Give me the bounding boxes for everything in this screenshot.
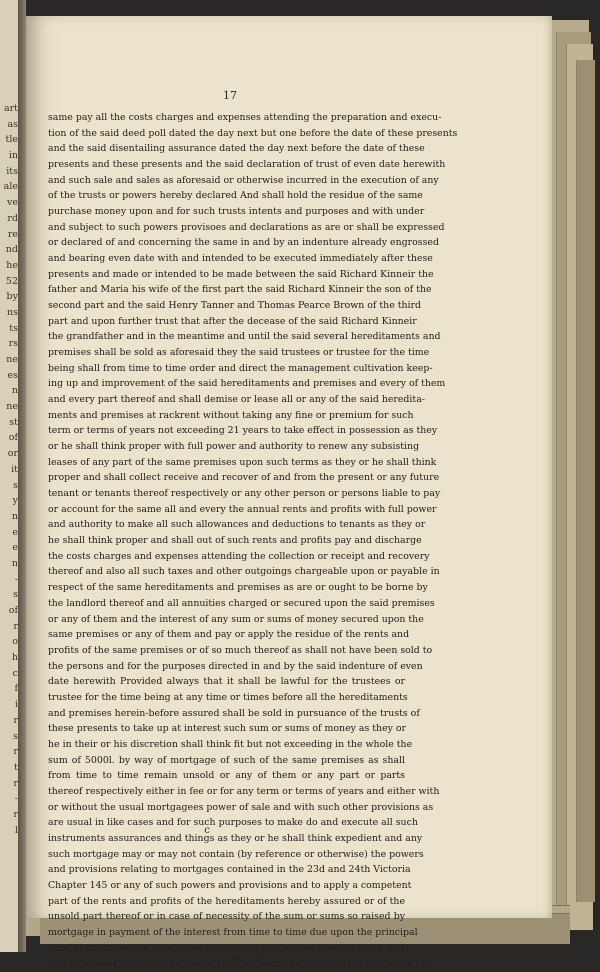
text-line: the landlord thereof and all annuities charged or secured upon the said premises — [48, 597, 435, 609]
facing-page-fragment: e — [12, 542, 18, 554]
facing-page-fragment: s — [13, 730, 18, 742]
facing-page-fragment: h — [11, 652, 18, 664]
text-line: the costs charges and expenses attending the collection or receipt and recovery — [48, 550, 430, 562]
text-line: being shall from time to time order and direct the management cultivation keep- — [48, 362, 433, 374]
text-line: or account for the same all and every the annual rents and profits with full power — [48, 503, 437, 515]
facing-page-fragment: ts — [9, 322, 18, 334]
text-line: mortgage in payment of the interest from time to time due upon the principal — [48, 926, 418, 938]
facing-page-fragment: ale — [3, 181, 18, 193]
facing-page-fragment: in — [8, 150, 18, 162]
facing-page-fragment: - — [14, 573, 18, 585]
text-line: and provisions relating to mortgages contained in the 23d and 24th Victoria — [48, 864, 411, 876]
text-line: premises shall be sold as aforesaid they the said trustees or trustee for the time — [48, 347, 430, 359]
text-line: part of the rents and profits of the hereditaments hereby assured or of the — [48, 895, 405, 907]
facing-page-fragment: r — [13, 620, 18, 632]
text-line: same premises or any of them and pay or apply the residue of the rents and — [48, 629, 410, 641]
facing-page-fragment: o — [12, 636, 18, 648]
facing-page-fragment: l — [14, 824, 18, 836]
text-line: purchase money upon and for such trusts intents and purposes and with under — [48, 206, 425, 218]
facing-page-fragment: n — [11, 385, 18, 397]
facing-page-fragment: rs — [8, 338, 18, 350]
facing-page-fragment: ve — [7, 197, 18, 209]
facing-page-fragment: f — [14, 683, 18, 695]
facing-page-fragment: s — [13, 479, 18, 491]
facing-page-fragment: r — [13, 746, 18, 758]
book-gutter — [18, 0, 26, 952]
text-line: or without the usual mortgagees power of sale and with such other provisions as — [48, 801, 434, 813]
text-line: Chapter 145 or any of such powers and provisions and to apply a competent — [48, 879, 412, 891]
facing-page-fragment: art — [3, 103, 18, 114]
facing-page-fragment: r — [13, 777, 18, 789]
facing-page-fragment: nd — [5, 244, 18, 256]
text-line: thereof respectively either in fee or for any term or terms of years and either with — [48, 785, 440, 797]
text-line: part and upon further trust that after the decease of the said Richard Kinneir — [48, 315, 417, 327]
text-line: and premises herein-before assured shall be sold in pursuance of the trusts of — [48, 707, 420, 719]
facing-page-fragment: - — [14, 793, 18, 805]
text-line: he shall think proper and shall out of such rents and profits pay and discharge — [48, 535, 422, 547]
text-line: and authority to make all such allowances and deductions to tenants as they or — [48, 519, 426, 531]
text-line: respect of the same hereditaments and premises as are or ought to be borne by — [48, 582, 428, 594]
facing-page-fragment: r — [13, 808, 18, 820]
text-line: or declared of and concerning the same in and by an indenture already engrossed — [48, 237, 439, 249]
facing-page-fragment: rd — [7, 212, 18, 224]
text-line: term or terms of years not exceeding 21 years to take effect in possession as they — [48, 425, 438, 437]
document-page — [26, 16, 552, 970]
facing-page-fragment: 52 — [5, 275, 18, 287]
text-line: sum of 5000l. by way of mortgage of such of the same premises as shall — [48, 754, 405, 766]
facing-page-fragment: its — [6, 165, 18, 177]
facing-page-fragment: ne — [6, 401, 18, 413]
text-line: such mortgage may or may not contain (by reference or otherwise) the powers — [48, 848, 424, 860]
facing-page-fragment: s — [13, 589, 18, 601]
page-number: 17 — [223, 89, 237, 102]
text-line: thereof and also all such taxes and other outgoings chargeable upon or payable in — [48, 566, 440, 578]
page-stack-edge — [576, 60, 595, 902]
facing-page-fragment: re — [7, 228, 18, 240]
text-line: from time to time remain unsold or any of them or any part or parts — [48, 770, 405, 782]
text-line: ing up and improvement of the said hereditaments and premises and every of them — [48, 378, 446, 390]
text-line: trustee for the time being at any time or times before all the hereditaments — [48, 691, 408, 703]
text-line: hereby agreed and declared that it shall be lawful for the trustees or trustee for — [48, 958, 430, 970]
facing-page-fragment: n — [11, 557, 18, 569]
facing-page-fragment: he — [6, 259, 18, 271]
text-line: unsold part thereof or in case of necessity of the sum or sums so raised by — [48, 911, 405, 923]
facing-page-fragment: y — [12, 495, 18, 507]
text-line: second part and the said Henry Tanner and Thomas Pearce Brown of the third — [48, 300, 422, 312]
facing-page-margin — [0, 0, 18, 952]
text-line: and every part thereof and shall demise or lease all or any of the said heredita- — [48, 394, 425, 406]
text-line: and subject to such powers provisoes and declarations as are or shall be expressed — [48, 221, 445, 233]
facing-page-fragment: es — [7, 369, 18, 381]
facing-page-fragment: n — [11, 510, 18, 522]
facing-page-fragment: t — [14, 761, 18, 773]
text-line: debt or debts for the time being charged upon the said premises And it is — [48, 942, 405, 954]
facing-page-fragment: e — [12, 526, 18, 538]
text-line: date herewith Provided always that it shall be lawful for the trustees or — [48, 676, 405, 688]
text-line: profits of the same premises or of so much thereof as shall not have been sold to — [48, 644, 433, 656]
text-line: presents and these presents and the said declaration of trust of even date herewith — [48, 159, 446, 171]
text-line: he in their or his discretion shall think fit but not exceeding in the whole the — [48, 738, 413, 750]
facing-page-fragment: c — [12, 667, 18, 679]
text-line: father and Maria his wife of the first part the said Richard Kinneir the son of the — [48, 284, 432, 296]
text-line: leases of any part of the same premises upon such terms as they or he shall think — [48, 456, 437, 468]
text-line: are usual in like cases and for such purposes to make do and execute all such — [48, 817, 418, 829]
text-line: and the said disentailing assurance dated the day next before the date of these — [48, 143, 425, 155]
facing-page-fragment: of — [8, 432, 18, 444]
text-line: and such sale and sales as aforesaid or otherwise incurred in the execution of any — [48, 174, 439, 186]
text-line: these presents to take up at interest such sum or sums of money as they or — [48, 723, 407, 735]
facing-page-fragment: ns — [7, 306, 18, 318]
text-line: tenant or tenants thereof respectively or any other person or persons liable to pay — [48, 488, 441, 500]
facing-page-fragment: of — [8, 605, 18, 616]
text-line: proper and shall collect receive and recover of and from the present or any future — [48, 472, 440, 484]
text-line: presents and made or intended to be made between the said Richard Kinneir the — [48, 268, 434, 280]
facing-page-fragment: it — [11, 463, 18, 475]
facing-page-fragment: st — [9, 416, 18, 428]
text-line: ments and premises at rackrent without taking any fine or premium for such — [48, 409, 414, 421]
text-line: or any of them and the interest of any sum or sums of money secured upon the — [48, 613, 424, 625]
signature-mark: c — [204, 825, 210, 836]
facing-page-fragment: tle — [5, 134, 18, 146]
text-line: the grandfather and in the meantime and until the said several hereditaments and — [48, 331, 441, 343]
facing-page-text-fragments — [0, 0, 18, 838]
body-text — [48, 110, 458, 972]
facing-page-fragment: by — [6, 291, 18, 303]
text-line: of the trusts or powers hereby declared And shall hold the residue of the same — [48, 190, 423, 202]
text-line: tion of the said deed poll dated the day next but one before the date of these presents — [48, 127, 458, 139]
facing-page-fragment: ne — [6, 354, 18, 365]
facing-page-fragment: or — [7, 448, 18, 460]
text-line: or he shall think proper with full power and authority to renew any subsisting — [48, 441, 420, 453]
text-line: the persons and for the purposes directed in and by the said indenture of even — [48, 660, 423, 672]
text-line: instruments assurances and things as they or he shall think expedient and any — [48, 832, 423, 844]
facing-page-fragment: as — [7, 118, 18, 130]
facing-page-fragment: r — [13, 714, 18, 726]
facing-page-fragment: i — [14, 699, 18, 711]
text-line: same pay all the costs charges and expenses attending the preparation and execu- — [48, 112, 442, 123]
text-line: and bearing even date with and intended to be executed immediately after these — [48, 253, 433, 265]
